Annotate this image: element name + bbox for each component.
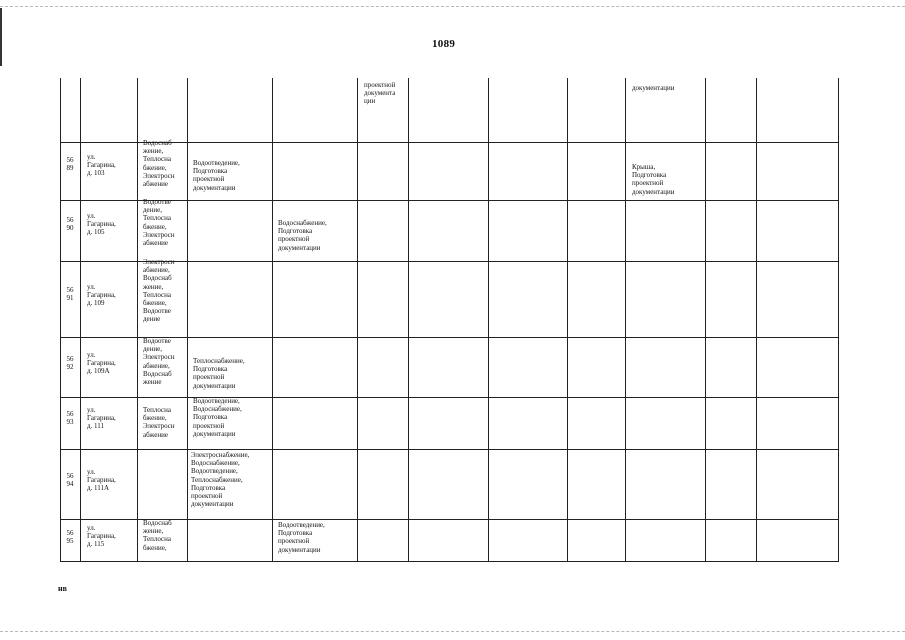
row-address: ул. Гагарина, д. 115 (87, 524, 116, 549)
cell-text: проектной документа ции (364, 81, 396, 106)
cell-text: Водоснаб жение, Теплосна бжение, Электросн абжение (143, 139, 175, 189)
table-grid-line (60, 200, 838, 201)
cell-text: Теплоснабжение, Подготовка проектной документации (193, 357, 245, 390)
row-number: 56 95 (66, 529, 74, 546)
row-number: 56 94 (66, 472, 74, 489)
table-grid-line (272, 78, 273, 562)
cell-text: Водоотведение, Подготовка проектной документации (278, 521, 325, 554)
table-grid-line (60, 449, 838, 450)
row-address: ул. Гагарина, д. 105 (87, 212, 116, 237)
table-grid-line (187, 78, 188, 562)
table-grid-line (137, 78, 138, 562)
table-grid-line (408, 78, 409, 562)
cell-text: Водоснаб жение, Теплосна бжение, (143, 519, 172, 552)
table-grid-line (625, 78, 626, 562)
footer-mark: нв (58, 584, 67, 593)
table-grid-line (488, 78, 489, 562)
row-address: ул. Гагарина, д. 109А (87, 351, 116, 376)
page-number: 1089 (432, 38, 456, 50)
cell-text: документации (632, 84, 675, 92)
row-address: ул. Гагарина, д. 103 (87, 153, 116, 178)
table-grid-line (60, 261, 838, 262)
cell-text: Водоотве дение, Электросн абжение, Водоснаб жение (143, 337, 175, 387)
row-number: 56 91 (66, 286, 74, 303)
table-grid-line (80, 78, 81, 562)
row-number: 56 93 (66, 410, 74, 427)
table-grid-line (756, 78, 757, 562)
table-grid-line (60, 561, 838, 562)
table-grid-line (60, 78, 61, 562)
cell-text: Водоотве дение, Теплосна бжение, Электросн абжение (143, 198, 175, 248)
row-number: 56 90 (66, 216, 74, 233)
table-grid-line (357, 78, 358, 562)
cell-text: Крыша, Подготовка проектной документации (632, 163, 675, 196)
table-grid-line (60, 519, 838, 520)
cell-text: Водоснабжение, Подготовка проектной документации (278, 219, 327, 252)
cell-text: Теплосна бжение, Электросн абжение (143, 406, 175, 439)
table-grid-line (567, 78, 568, 562)
table-grid-line (60, 397, 838, 398)
cell-text: Электроснабжение, Водоснабжение, Водоотведение, Теплоснабжение, Подготовка проектной документации (191, 451, 250, 509)
table-grid-line (60, 337, 838, 338)
row-address: ул. Гагарина, д. 111А (87, 468, 116, 493)
row-number: 56 89 (66, 156, 74, 173)
table-grid-line (838, 78, 839, 562)
row-number: 56 92 (66, 355, 74, 372)
cell-text: Водоотведение, Подготовка проектной документации (193, 159, 240, 192)
cell-text: Электросн абжение, Водоснаб жение, Теплосна бжение, Водоотве дение (143, 258, 175, 324)
row-address: ул. Гагарина, д. 109 (87, 283, 116, 308)
cell-text: Водоотведение, Водоснабжение, Подготовка проектной документации (193, 397, 242, 438)
table-grid-line (705, 78, 706, 562)
row-address: ул. Гагарина, д. 111 (87, 406, 116, 431)
table-grid-line (60, 142, 838, 143)
